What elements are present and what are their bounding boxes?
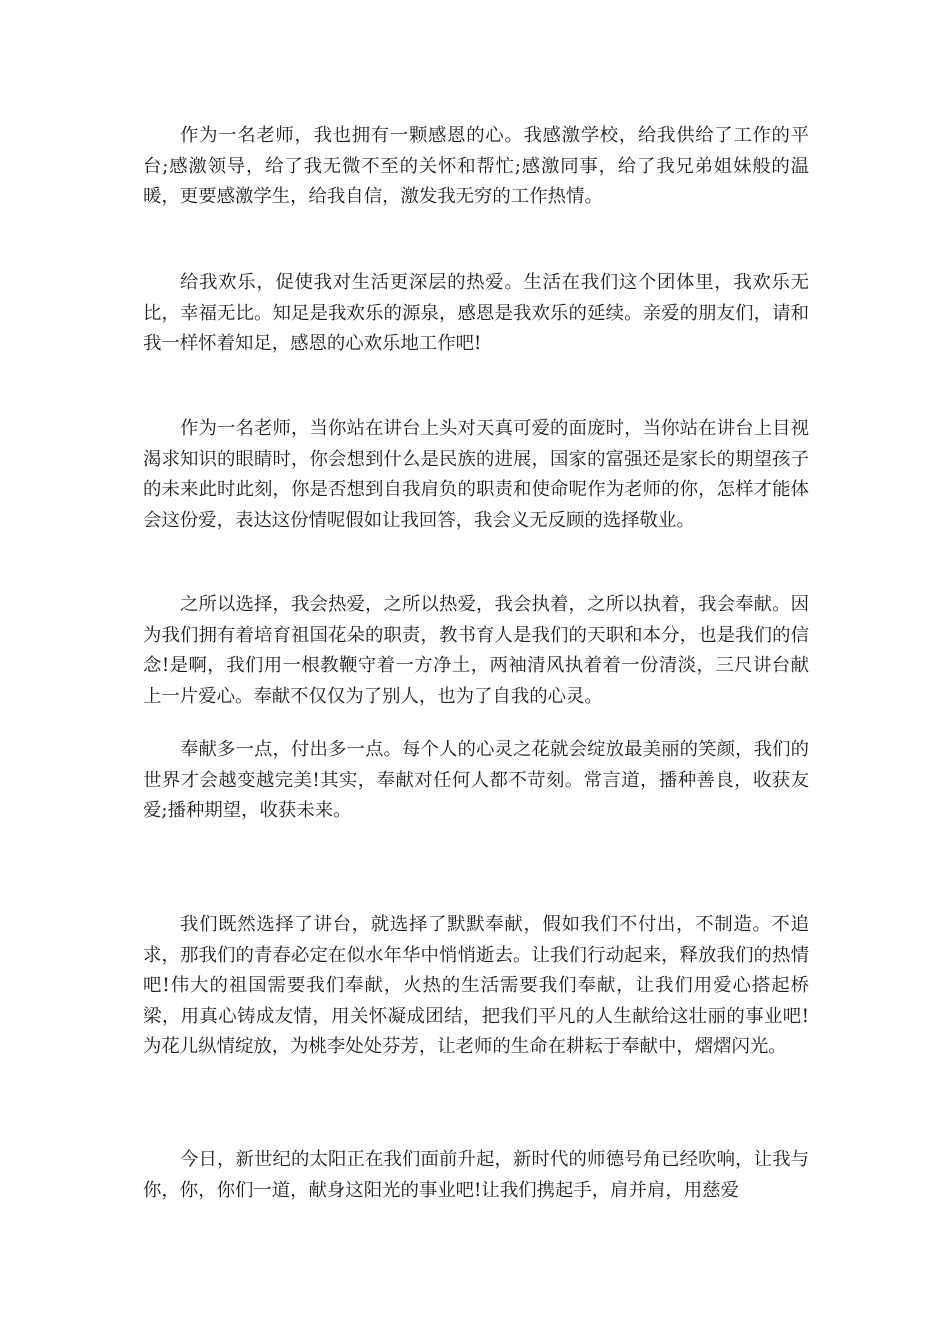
paragraph-6: 我们既然选择了讲台，就选择了默默奉献，假如我们不付出，不制造。不追求，那我们的青春必定在似水年华中悄悄逝去。让我们行动起来，释放我们的热情吧!伟大的祖国需要我们奉献，火热的生活需要我们奉献，让我们用爱心搭起桥梁，用真心铸成友情，用关怀凝成团结，把我们平凡的人生献给这壮丽的事业吧!为花儿纵情绽放，为桃李处处芬芳，让老师的生命在耕耘于奉献中，熠熠闪光。 bbox=[143, 914, 809, 1057]
paragraph-3: 作为一名老师，当你站在讲台上头对天真可爱的面庞时，当你站在讲台上目视渴求知识的眼睛时，你会想到什么是民族的进展，国家的富强还是家长的期望孩子的未来此时此刻，你是否想到自我肩负的职责和使命呢作为老师的你，怎样才能体会这份爱，表达这份情呢假如让我回答，我会义无反顾的选择敬业。 bbox=[143, 418, 809, 531]
paragraph-1: 作为一名老师，我也拥有一颗感恩的心。我感激学校，给我供给了工作的平台;感激领导，给了我无微不至的关怀和帮忙;感激同事，给了我兄弟姐妹般的温暖，更要感激学生，给我自信，激发我无穷的工作热情。 bbox=[143, 125, 809, 207]
paragraph-4: 之所以选择，我会热爱，之所以热爱，我会执着，之所以执着，我会奉献。因为我们拥有着培育祖国花朵的职责，教书育人是我们的天职和本分，也是我们的信念!是啊，我们用一根教鞭守着一方净土，两袖清风执着着一份清淡，三尺讲台献上一片爱心。奉献不仅仅为了别人，也为了自我的心灵。 bbox=[143, 594, 809, 707]
paragraph-5: 奉献多一点，付出多一点。每个人的心灵之花就会绽放最美丽的笑颜，我们的世界才会越变越完美!其实，奉献对任何人都不苛刻。常言道，播种善良，收获友爱;播种期望，收获未来。 bbox=[143, 739, 809, 821]
paragraph-2: 给我欢乐，促使我对生活更深层的热爱。生活在我们这个团体里，我欢乐无比，幸福无比。知足是我欢乐的源泉，感恩是我欢乐的延续。亲爱的朋友们，请和我一样怀着知足，感恩的心欢乐地工作吧! bbox=[143, 272, 809, 354]
paragraph-7: 今日，新世纪的太阳正在我们面前升起，新时代的师德号角已经吹响，让我与你，你，你们一道，献身这阳光的事业吧!让我们携起手，肩并肩，用慈爱 bbox=[143, 1149, 809, 1201]
